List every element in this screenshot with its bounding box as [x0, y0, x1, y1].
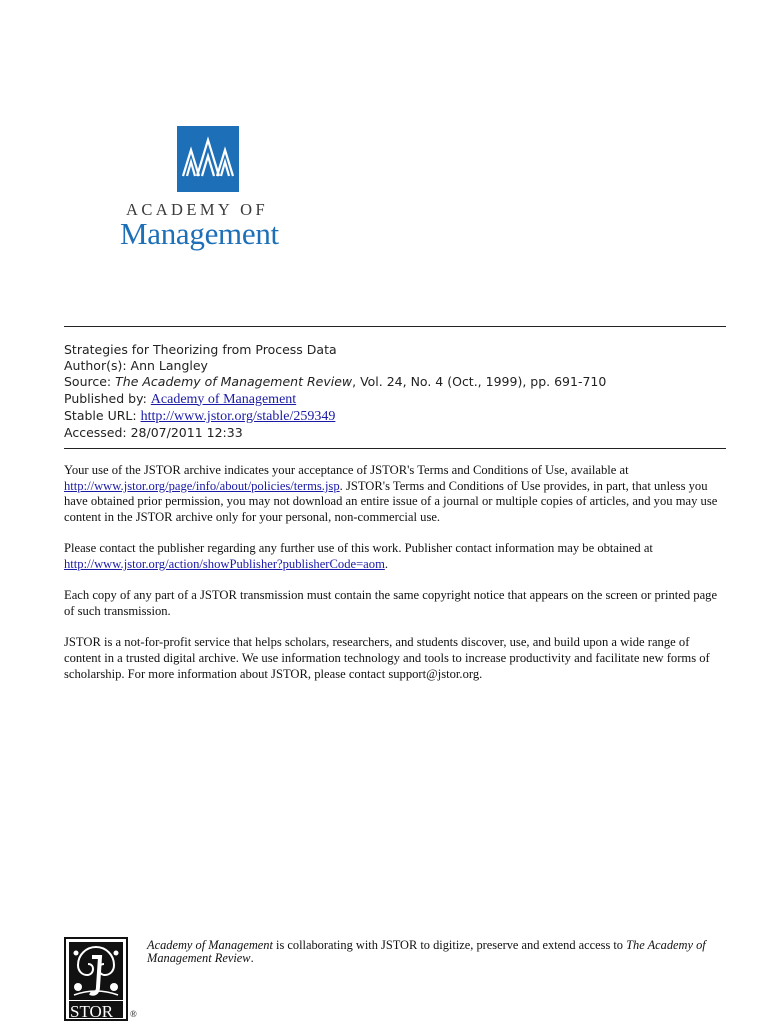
registered-mark: ®: [130, 1009, 137, 1019]
publisher-contact-link[interactable]: http://www.jstor.org/action/showPublisher?publisherCode=aom: [64, 557, 385, 572]
author-name: Ann Langley: [130, 358, 208, 374]
terms-notice: [64, 463, 724, 698]
jstor-about-paragraph: JSTOR is a not-for-profit service that helps scholars, researchers, and students discover, use, and build upon a wide range of content in a trusted digital archive. We use information technology and tools to increase productivity and facilitate new forms of scholarship. For more information about JSTOR, please contact support@jstor.org.: [64, 635, 710, 681]
footer-journal: The Academy of Management Review: [147, 938, 706, 965]
copyright-paragraph: Each copy of any part of a JSTOR transmission must contain the same copyright notice that appears on the screen or printed page of such transmission.: [64, 588, 718, 619]
footer-publisher: Academy of Management: [147, 938, 273, 952]
logo-text-management: Management: [120, 216, 279, 251]
source-label: Source:: [64, 374, 112, 390]
published-label: Published by:: [64, 390, 147, 406]
author-line: [64, 358, 726, 374]
source-line: [64, 374, 726, 390]
source-details: , Vol. 24, No. 4 (Oct., 1999), pp. 691-710: [352, 374, 607, 390]
citation-block: [64, 342, 726, 441]
accessed-line: Accessed: 28/07/2011 12:33: [64, 425, 243, 441]
terms-text-rest: . JSTOR's Terms and Conditions of Use provides, in part, that unless you have obtained prior permission, you may not download an entire issue of a journal or multiple copies of articles, and you may use content in the JSTOR archive only for your personal, non-commercial use.: [64, 478, 718, 525]
terms-link[interactable]: http://www.jstor.org/page/info/about/policies/terms.jsp: [64, 478, 340, 493]
jstor-logo-text: STOR: [70, 1002, 114, 1021]
stable-url-label: Stable URL:: [64, 407, 137, 423]
stable-url-line: [64, 408, 726, 425]
top-divider: [64, 326, 726, 327]
collaboration-notice: [147, 939, 737, 964]
publisher-contact-text: Please contact the publisher regarding any further use of this work. Publisher contact information may be obtained at: [64, 541, 653, 556]
publisher-contact-end: .: [384, 557, 389, 572]
article-title: Strategies for Theorizing from Process Data: [64, 342, 337, 357]
logo-text-academy-of: ACADEMY OF: [126, 200, 269, 219]
publisher-link[interactable]: Academy of Management: [150, 391, 297, 407]
author-label: Author(s):: [64, 358, 127, 374]
terms-paragraph: [64, 463, 724, 526]
source-journal: The Academy of Management Review: [115, 374, 353, 390]
publisher-contact-paragraph: [64, 541, 724, 572]
bottom-divider: [64, 448, 726, 449]
stable-url-link[interactable]: http://www.jstor.org/stable/259349: [140, 408, 336, 424]
footer-end: .: [250, 950, 254, 965]
publisher-line: [64, 391, 726, 408]
terms-text-intro: Your use of the JSTOR archive indicates your acceptance of JSTOR's Terms and Conditions of Use, available at: [64, 463, 629, 477]
jstor-logo: [64, 937, 137, 1021]
footer-middle-text: is collaborating with JSTOR to digitize, preserve and extend access to: [272, 938, 627, 952]
academy-logo-mark: [177, 126, 239, 192]
